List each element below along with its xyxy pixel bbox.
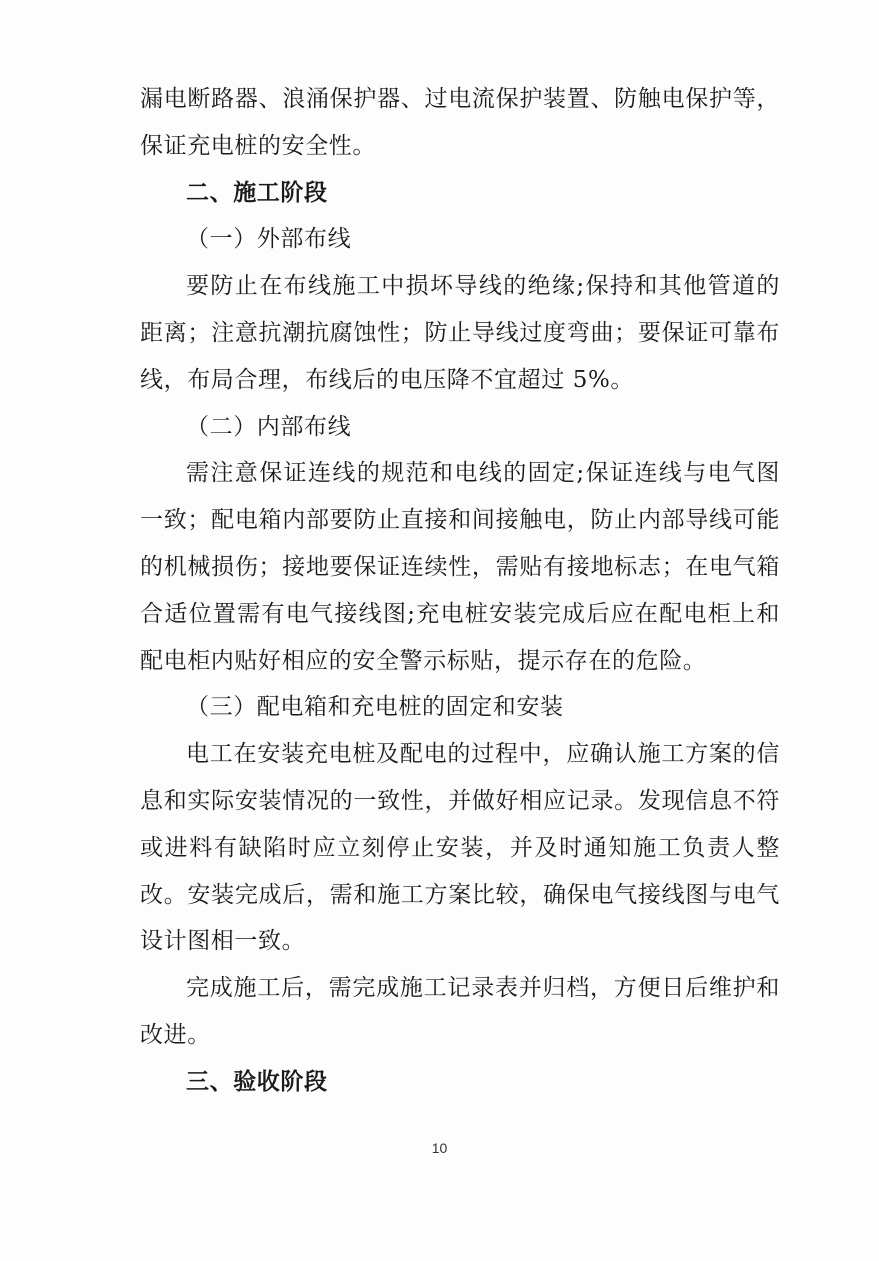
document-body	[140, 76, 780, 1106]
paragraph-internal-wiring: 需注意保证连线的规范和电线的固定;保证连线与电气图一致；配电箱内部要防止直接和间接触电，防止内部导线可能的机械损伤；接地要保证连续性，需贴有接地标志；在电气箱合适位置需有电气接线图;充电桩安装完成后应在配电柜上和配电柜内贴好相应的安全警示标贴，提示存在的危险。	[140, 460, 780, 674]
page-number: 10	[431, 1140, 448, 1156]
section-heading-acceptance: 三、验收阶段	[186, 1068, 328, 1095]
subheading-external-wiring: （一）外部布线	[186, 226, 352, 253]
paragraph-continued: 漏电断路器、浪涌保护器、过电流保护装置、防触电保护等，保证充电桩的安全性。	[140, 86, 780, 159]
paragraph-installation: 电工在安装充电桩及配电的过程中，应确认施工方案的信息和实际安装情况的一致性，并做好相应记录。发现信息不符或进料有缺陷时应立刻停止安装，并及时通知施工负责人整改。安装完成后，需和施工方案比较，确保电气接线图与电气设计图相一致。	[140, 741, 780, 955]
subheading-installation: （三）配电箱和充电桩的固定和安装	[186, 694, 564, 721]
paragraph-external-wiring: 要防止在布线施工中损坏导线的绝缘;保持和其他管道的距离；注意抗潮抗腐蚀性；防止导线过度弯曲；要保证可靠布线，布局合理，布线后的电压降不宜超过 5%。	[140, 273, 780, 393]
paragraph-records: 完成施工后，需完成施工记录表并归档，方便日后维护和改进。	[140, 975, 780, 1048]
subheading-internal-wiring: （二）内部布线	[186, 413, 352, 440]
section-heading-construction: 二、施工阶段	[186, 179, 328, 206]
